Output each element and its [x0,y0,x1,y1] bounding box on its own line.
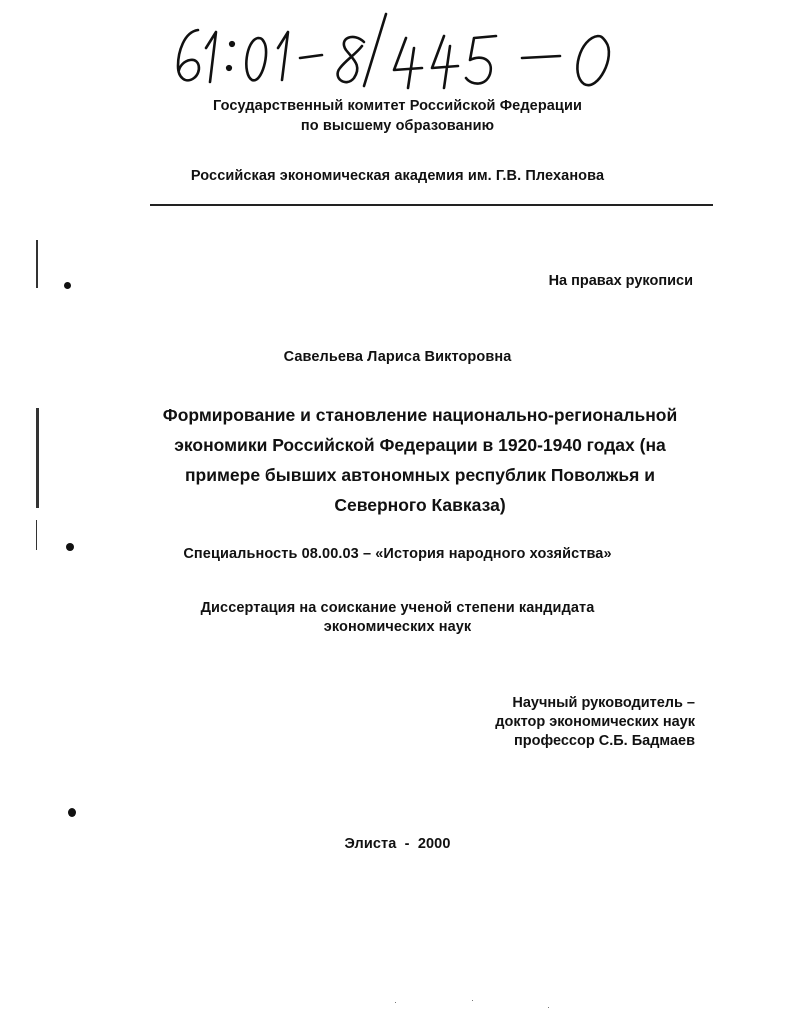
hole-punch-speck-3 [68,808,76,817]
scan-dust [395,1002,396,1003]
manuscript-note: На правах рукописи [548,273,693,289]
title-line: примере бывших автономных республик Поволжья и [184,465,656,485]
handwritten-archive-code [150,8,670,98]
supervisor-line-1: Научный руководитель – [512,695,695,711]
committee-line-2: по высшему образованию [300,118,495,134]
supervisor-line-3: профессор С.Б. Бадмаев [514,733,695,749]
supervisor-line-2: доктор экономических наук [495,714,695,730]
committee-line-1: Государственный комитет Российской Федерации [213,98,582,114]
place-year: Элиста - 2000 [344,836,451,852]
header-divider [150,204,713,206]
scan-dust [472,1000,473,1001]
dissertation-line-1: Диссертация на соискание ученой степени кандидата [200,600,595,616]
title-line: Северного Кавказа) [334,495,506,515]
academy-name: Российская экономическая академия им. Г.В. Плеханова [190,168,605,184]
scan-dust [548,1007,549,1008]
title-line: Формирование и становление национально-региональной [162,405,678,425]
dissertation-line-2: экономических наук [323,619,472,635]
dissertation-title [110,400,730,520]
specialty: Специальность 08.00.03 – «История народного хозяйства» [183,546,612,562]
scan-edge-mark-middle [36,408,39,508]
scan-edge-mark-top [36,240,38,288]
title-line: экономики Российской Федерации в 1920-1940 годах (на [174,435,666,455]
author-name: Савельева Лариса Викторовна [283,349,512,365]
supervisor-block [495,694,695,751]
hole-punch-speck-1 [64,282,71,289]
